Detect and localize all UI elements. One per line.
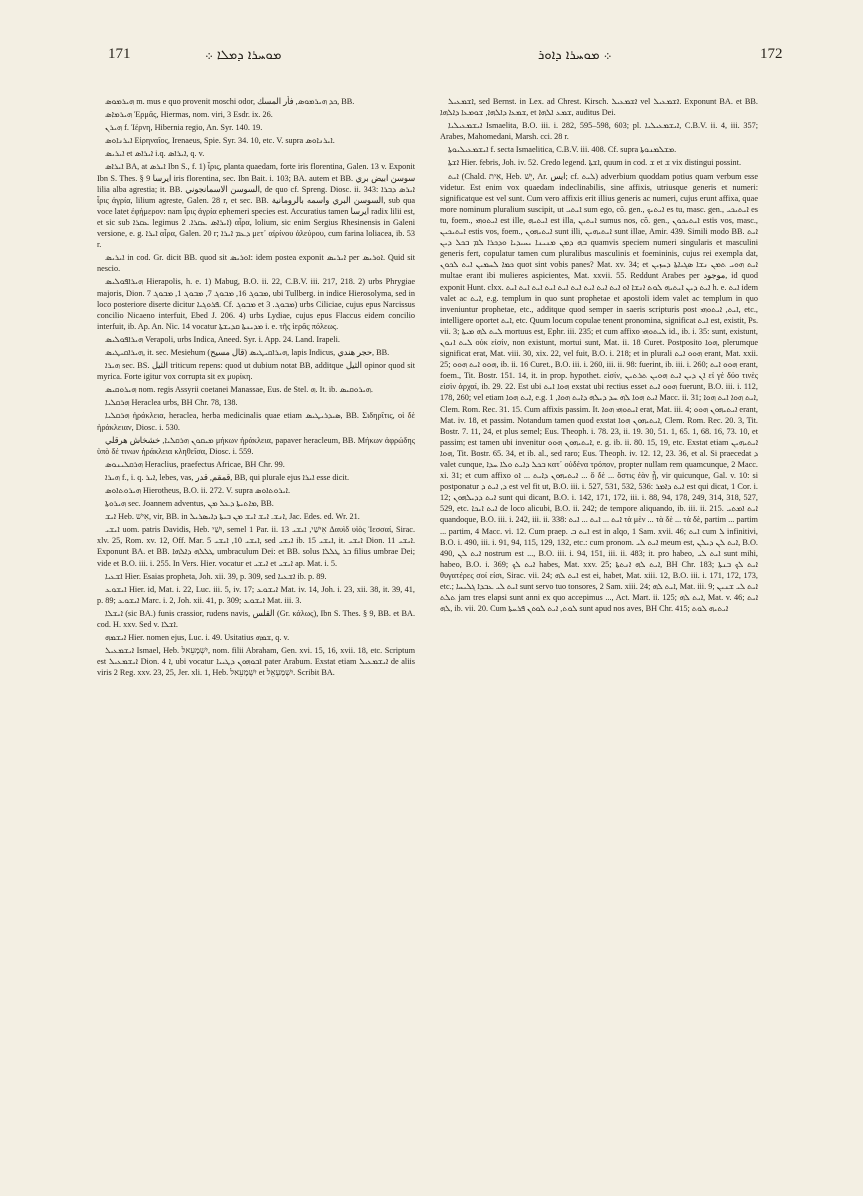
dictionary-entry: ܗܝܪܘܩܝܣ nom. regis Assyrii coetanei Manassae, Eus. de Stel. ܗ. It. ib. ܗܝܪܘܩܝܣ. — [105, 385, 373, 395]
dictionary-entry: ܗܝܪܘܬܐܘܣ Hierotheus, B.O. ii. 272. V. supra ܐܝܪܘܬܐܘܣ. — [105, 486, 291, 495]
dictionary-entry: ܗܝܪܐܦܘܠܝܣ Hierapolis, h. e. 1) Mabug, B.O. ii. 22, C.B.V. iii. 217, 218. 2) urbs Phrygiae majoris, Dion. ܡܒܘܓ 16, ܡܒܘܓ 7, ܡܒܘܓ 1, ܡܒܘܓ 7, ubi Tullberg. in indice Hierosolyma, sed in loco posteriore diserte dicitur ܦܪܘܓܝܐ. Cf. ܡܒܘܓ et ܡܒܘܓ. 3) urbs Ciliciae, cujus epus Narcissus concilio Nicaeno interfuit, Ebed J. 206. 4) urbs Lydiae, cujus epus Flaccus eidem concilio interfuit, ib. Ap. An. Nic. 14 vocatur ܡܕܝܢܬܐ ܩܕܝܫܬܐ i. e. τῆς ἱερᾶς πόλεως. — [97, 277, 415, 331]
dictionary-entry: ܐܝܫܡܥܝܠܝܘܬܐ f. secta Ismaelitica, C.B.V. iii. 408. Cf. supra ܡܫܠܡܢܘܬܐ. — [448, 145, 677, 155]
right-column — [440, 96, 758, 1176]
right-running-title: ܀ ܡܘܚܪܐ ܕܐܘܪ — [538, 48, 612, 63]
left-page-number: 171 — [108, 46, 131, 62]
dictionary-entry: ܡܝܩܘܢ ܗܪܩܠܝܐ, خشخاش هرقلي μήκων ἡράκλεια, papaver heracleum, BB. Μήκων ἀφρώδης ὑπὸ δέ τινων ἡράκλεια κληθεῖσα, Diosc. i. 559. — [97, 435, 415, 456]
dictionary-entry: ܐܫܬܐ Hier. febris, Joh. iv. 52. Credo legend. ܐܫܬܐ, quum in cod. ܫ et ܫ vix distingui possint. — [448, 158, 742, 168]
dictionary-entry: ܗܝܪܡܘܣ m. mus e quo provenit moschi odor, ܟܕ ܗܝܪܡܘܣ, فأر المسك, BB. — [105, 97, 355, 106]
dictionary-entry: ܐܝܫܝ uom. patris Davidis, Heb. יִשַׁי, semel 1 Par. ii. 13 אִישַׁי, ܐܝܫܝ Δαυὶδ υἱὸς Ἰεσσαί, Sirac. xlv. 25, Rom. xv. 12, Off. Mar. ܐܝܫܝ 10, ܐܝܫܝ 5, sed ܐܝܫܝ ib. ܐܝܫܝ 15, it. ܐܝܫܝ Dion. ܐܝܫܝ 11. Exponunt BA. et BB. ܛܠܠܗ ܕܐܠܗܐ umbraculum Dei: et BB. solus ܒܪ ܛܠܠܐ filius umbrae Dei; vide et B.O. iii. i. 255. In Vers. Hier. vocatur et ܐܝܫܝ et ܐܝܫܝ ap. Mat. i. 5. — [97, 525, 415, 568]
dictionary-entry: ܐܝܫܡܥܝܠܝܐ Ismaelita, B.O. iii. i. 282, 595–598, 603; pl. ܐܝܫܡܥܝܠܝܐ, C.B.V. ii. 4, iii. 357; Arabes, Mahomedani, Marsh. cci. 28 r. — [440, 121, 758, 142]
dictionary-entry: ܗܝܪܐܩܝܛܝܣ, it. sec. Mesiehum (قال مسيح) ܗܝܪܐܩܝܛܝܣ, lapis Indicus, حجر هندي, BB. — [105, 347, 390, 357]
dictionary-entry: ܗܝܪܐ f., i. q. ܐܝܪ, lebes, vas, قمقم, قدر, BB, qui plurale ejus ܐܝܪܐ esse dicit. — [105, 472, 350, 482]
dictionary-entry: ܐܝܪܝܣ et ܐܝܪܐܣ i.q. ܐܝܪܐܣ, q. v. — [105, 149, 205, 159]
dictionary-entry: ܐܝܫܡܥܝܠ Ismael, Heb. יִשְׁמָעֵאל, nom. filii Abraham, Gen. xvi. 15, 16, xvii. 18, etc. Scriptum est ܐܝܫܡܥܝܠ Dion. ܐ 4, ubi vocatur ܐܒܘܗܘܢ ܕܛܝܝܐ pater Arabum. Exstat etiam ܐܝܫܡܥܝܠ de aliis viris 2 Reg. xxv. 23, 25, Jer. xli. 1, Heb. יִשְׁמָעֵאל et יִשְׁמַעְאֵל. Scribit BA. — [97, 646, 415, 678]
left-column — [97, 96, 415, 1176]
dictionary-entry: ܐܝܪܝܣ in cod. Gr. dicit BB. quod sit ܐܘܪܝܣ: idem postea exponit ܐܝܪܝܣ per ܐܘܪܝܣ. Quid sit nescio. — [97, 253, 415, 274]
dictionary-entry: ܗܝܪܘܬܐ sec. Joannem adventus, ܡܐܬܝܬܐ ܕܥܠ ܡܢ, BB. — [105, 499, 274, 509]
dictionary-entry: ܗܪܩܠܝܐ ἡράκλεια, heraclea, herba medicinalis quae etiam ܣܝܕܪܝܛܝܣ, BB. Σιδηρῖτις, οἱ δὲ ἡράκλειαν, Diosc. i. 530. — [97, 411, 415, 432]
dictionary-entry: ܐܝܫܘܥ Hier. id, Mat. i. 22, Luc. iii. 5, iv. 17; ܐܝܫܘܥ Mat. iv. 14, Joh. i. 23, xii. 38, it. 39, 41, p. 89; ܐܝܫܘܥ Marc. i. 2, Joh. xii. 41, p. 309; ܐܝܫܘܥ Mat. iii. 3. — [97, 584, 415, 605]
dictionary-entry: ܗܝܪܢ f. Ἱέρνη, Hibernia regio, An. Syr. 140. 19. — [105, 123, 263, 133]
dictionary-entry: ܐܝܪܐܣ BA, at ܐܝܪܣ Ibn S., f. 1) ἶρις, planta quaedam, forte iris florentina, Galen. 13 v. Exponit Ibn S. Thes. § 9 ايرسا iris florentina, sec. Ibn Bait. i. 103; BA. autem et BB. سوسن ابيض بري lilia alba agrestia; it. BB. السوسن الاسمانجوني, de quo cf. Spreng. Diosc. ii. 343: ܐܝܪܣ ܕܒܪܐ ἶρις ἀγρία, lilium agreste, Galen. 28 r, et sec. BB. السوسن البري واسمه بالرومانية, sub qua voce latet ἐφήμερον: nam ἶρις ἀγρία ephemeri species est. Accuratius tamen ايرسا radix lilii est, et sic sub ܥܩܪܐ legimus ܐܝܪܐܣ ܥܩܪܐ. 2) αἶρα, lolium, sic enim Sergius Rhesinensis in Galeni versione, e. g. ܐܝܪܐ αἶρα, Galen. 20 r; ܕܥܡ ܐܝܪܐ μετ᾽ αἰρίνου ἀλεύρου, cum farina loliacea, ib. 53 r. — [97, 162, 415, 250]
dictionary-entry: ܗܝܪܡܐܣ Ἑρμᾶς, Hiermas, nom. viri, 3 Esdr. ix. 26. — [105, 110, 273, 120]
dictionary-entry: ܐܫܡܥܝܠ, sed Bernst. in Lex. ad Chrest. Kirsch. ܐܫܡܥܝܠ vel ܐܫܡܥܝܠ. Exponunt BA. et BB. ܫܡܥܐ ܕܐܠܗܐ, ܫܘܡܥܐ ܕܐܠܗܐ, et ܫܡܥ ܐܠܗܐ, auditus Dei. — [440, 97, 758, 118]
page-header — [0, 46, 863, 76]
left-running-title: ܡܘܚܪܐ ܕܡܠܐ ܀ — [205, 48, 282, 63]
dictionary-entry: ܗܪܩܠܝܐ Heraclea urbs, BH Chr. 78, 138. — [105, 398, 238, 408]
right-page-number: 172 — [760, 46, 783, 62]
dictionary-entry: ܐܝܫܠܐ (sic BA.) funis crassior, rudens navis, القلس (Gr. κάλως), Ibn S. Thes. § 9, BB. et BA. cod. H. xxv. Sed v. ܐܫܠܐ. — [97, 608, 415, 630]
dictionary-entry: ܐܝܫ Heb. אִישׁ, vir, BB. in ܐܢܫ. ܐܝܫ ܐܝܫ ܡܢ ܒܝܬܐ ܕܐܝܣܪܝܠ, Jac. Edes. ed. Wr. 21. — [105, 512, 360, 522]
dictionary-entry: ܐܝܪܢܐܘܣ Εἰρηναῖος, Irenaeus, Spie. Syr. 34. 10, etc. V. supra ܐܝܪܢܐܘܣ. — [105, 136, 335, 146]
dictionary-entry: ܗܝܪܐ sec. BS. الثيل triticum repens: quod ut dubium notat BB, additque الثيل opinor quod sit myrica. Forte igitur vox corrupta sit ex μυρίκη. — [97, 361, 415, 382]
dictionary-entry: ܐܝܬ (Chald. אִית, Heb. יֵשׁ, Ar. ايس; cf. ܠܝܬ) adverbium quoddam potius quam verbum esse videtur. Est enim vox quaedam indeclinabilis, sine affixis, utriusque generis et numeri: significatque est vel sunt. Cum vero affixis erit illius generis ac numeri, cujus erunt affixa, quae more nominum pluralium suscipit, ut ܐܝܬܝ sum ego, cõ. gen., ܐܝܬܝܟ es tu, masc. gen., ܐܝܬܝܟܝ es tu, foem., ܐܝܬܘܗܝ est ille, ܐܝܬܝܗ est illa, ܐܝܬܝܢ sumus nos, cõ. gen., ܐܝܬܝܟܘܢ estis vos, masc., ܐܝܬܝܟܝܢ estis vos, foem., ܐܝܬܝܗܘܢ sunt illi, ܐܝܬܝܗܝܢ sunt illae, Amir. 439. Simili modo BB. ܐܝܬ ܒܗ ܕܡܢ ܡܢܝܢܐ ܝܚܝܕܝܐ ܘܕܟܪܐ ܠܡ ܒܟܠ ܕܝܢ quamvis speciem numeri singularis et masculini generis fert, copulatur tamen cum pluralibus masculinis et foemininis, cujus rei exempla dat, ܟܡܐ ܠܚܡܝܢ ܐܝܬ ܠܟܘܢ quot sint vobis panes? Mat. xv. 34; et ܐܝܬ ܗܘܝ ܬܡܢ ܢܫܐ ܣܓܝܐܬܐ ܕܚܙܝܢ multae erant ibi mulieres aspicientes, Mat. xxvii. 55. Reddunt Arabes per موجود, id quod exponit Hunt. clxx. ܐܝܬ ܕܝܢ ܐܝܬܝܗ ܠܘܬ ܐܢܫܐ ܐܘ ܐܝܬ ܐܝܬ ܐܝܬ ܐܝܬ ܐܝܬ ܐܝܬ ܐܝܬ ܐܝܬ ܐܝܬ h. e. ܐܝܬ idem valet ac ܐܝܬ, e.g. templum in quo sunt prophetae et apostoli idem valet ac templum in quo inveniuntur prophetae, etc., additque quod semper in saeris scripturis post ܐܝܬ, ܐܝܬܘܗܝ, etc., intelligere oportet ܐܝܬ, etc. Quum locum copulae tenent pronomina, significat ܐܝܬ est, existit, Ps. vii. 3; ܠܝܬ ܠܗ ܡܝܬܐ mortuus est, Ephr. iii. 235; et cum affixo ܠܝܬܘܗܝ id., ib. i. 35: sunt, existunt, ܠܝܬ ܐܢܘܢ οὐκ εἰσίν, non existunt, mortui sunt, Mat. ii. 18 Curet. Postposito ܗܘܐ, plerumque significat erat, Mat. viii. 30, xix. 22, vel fuit, B.O. i. 218; et in plurali ܗܘܘ ܐܝܬ erant, Mat. xxii. 25; ܗܘܘ ܐܝܬ ܗܘܘ, ib. ii. 16 Curet., B.O. iii. i. 260, iii. ii. 98: fuerint, ib. iii. i. 260; ܗܘܘ ܐܝܬ erant, foem., Tit. Bostr. 151. 14, it. in prop. hypothet. εἰσίν, ܐܢ ܕܝܢ ܐܝܬ ܗܘܝܢ ܬܪܬܝܢ εἰ γὲ δύο τινὲς εἰσὶν ἀρχαί, ib. 29. 22. Est ubi ܗܘܐ ܐܝܬ exstat ubi rectius esset ܗܘܘ ܐܝܬ fuerunt, B.O. iii. i. 112, 178, 260; vel etiam ܐܝܬ ܗܘܐ, e.g. ܐܝܬ ܗܘܐ ܠܗ ܚܕ ܕܝܠܗ ܕܐܝܬ ܗܘܐ, 1 Macc. ii. 31; ܐܝܬ ܗܘܐ ܐܝܬ ܗܘܐ, Clem. Rom. Rec. 31. 15. Cum affixis passim. It. ܐܝܬܘܗܝ ܗܘܐ erat, Mat. iii. 4; ܐܝܬܝܗܘܢ ܗܘܘ erant, Mat. iv. 18, et passim. Notandum tamen quod exstat ܐܝܬܝܗܘܢ ܗܘܐ, Clem. Rom. Rec. 20. 3, Tit. Bostr. 7. 11, 24, et plus semel; Eus. Theoph. i. 78. 23, ii. 19. 30, 51. 1, 65. 1, 68. 16, 73. 10, et passim; est tamen ubi invenitur ܐܝܬܝܗܘܢ ܗܘܘ, e. g. ib. ii. 80. 15, 19, etc. Exstat etiam ܐܝܬܝܗܝܢ ܗܘܐ, Tit. Bostr. 65. 34, et ib. al., sed raro; Eus. Theoph. iv. 12. 12, 23. 36, et al. Si praecedat ܕ valet cunque, ܒܟܠ ܕܐܝܬ ܘܠܐ ܚܕܐ κατ᾽ οὐδένα τρόπον, propter nullam rem quamcunque, 2 Macc. xi. 31; et cum affixo ܐܝܬܝܗܘܢ ܕܐܝܬ ... ܐܘ ... ὅ δὲ ... ὅστις ἐὰν ᾖ, vir quicunque, Gal. v. 10: si postponatur ܕ, ܐܝܬ ܕ est vel fit ut, B.O. iii. i. 527, 531, 532, 536: ܐܝܬ ܕܐܡܪ est qui dicat, 1 Cor. i. 12; ܐܝܬ ܕܕܝܠܗܘܢ sunt qui dicant, B.O. i. 142, 171, 172, iii. i. 88, 94, 178, 249, 314, 318, 527, 529, etc. ܐܝܬ ܐܝܟܐ de loco alicubi, B.O. ii. 242; de tempore aliquando, ib. iii. ii. 215. ܐܝܬ ܐܡܬܝ quandoque, B.O. iii. i. 242, iii. ii. 338: ܐܝܬ ... ܐܝܬ ... ܐܝܬ τὰ μὲν ... τὰ δὲ ... τὰ δὲ, partim ... partim ... partim, 4 Macc. vi. 12. Cum praep. ܐܝܬ ܒ est in alqo, 1 Sam. xvii. 46; ܐܝܬ cum ܠ infinitivi, B.O. i. 490, iii. i. 91, 94, 115, 129, 132, etc.: cum pronom. ܐܝܬ ܠܝ meum est, ܐܝܬ ܠܢ ܕܝܠܢ, B.O. 490, ܐܝܬ ܠܢ nostrum est ..., B.O. iii. i. 94, 151, iii. ii. 483; it. pro habeo, ܐܝܬ ܠܝ sunt mihi, habeo, B.O. i. 369; ܐܝܬ ܠܟ habes, Mat. xxv. 25; ܐܝܬ ܠܗ ܐܢܬܬܐ, BH Chr. 183; ܐܝܬ ܠܟ ܒܢܬܐ θυγατέρες σοί εἰσι, Sirac. vii. 24; ܐܝܬ ܠܗ est ei, habet, Mat. xiii. 12, B.O. iii. i. 171, 172, 173, etc.; ܐܝܬ ܠܝ ܥܒܕܐ ܓܠܝܚܐ sunt servo tuo tonsores, 2 Sam. xiii. 24; ܐܝܬ ܠܗ, Mat. iii. 9; ܐܝܬ ܠܝ ܫܢܝܢ ܬܠܬ jam tres elapsi sunt anni ex quo accepimus ..., Act. Mart. ii. 125; ܐܝܬ ܠܗ, Mat. v. 46; ܐܝܬ ܠܗ, ib. vii. 20. Cum ܠܘܬ, ܐܝܬ ܠܘܬܢ ܦܪܚܬܐ sunt apud nos aves, BH Chr. 415; ܐܝܬܝܗ ܠܘܬ — [440, 171, 758, 614]
dictionary-entry: ܐܝܫܡܗ Hier. nomen ejus, Luc. i. 49. Usitatius ܫܡܗ, q. v. — [105, 633, 290, 643]
dictionary-entry: ܗܝܪܐܦܘܠܝܣ Verapoli, urbs Indica, Aneed. Syr. i. App. 24. Land. Irapeli. — [105, 334, 340, 344]
dictionary-entry: ܗܪܩܠܝܢܘܣ Heraclius, praefectus Africae, BH Chr. 99. — [105, 459, 285, 469]
dictionary-entry: ܐܫܥܝܐ Hier. Esaias propheta, Joh. xii. 39, p. 309, sed ܐܫܥܝܐ ib. p. 89. — [105, 571, 327, 581]
